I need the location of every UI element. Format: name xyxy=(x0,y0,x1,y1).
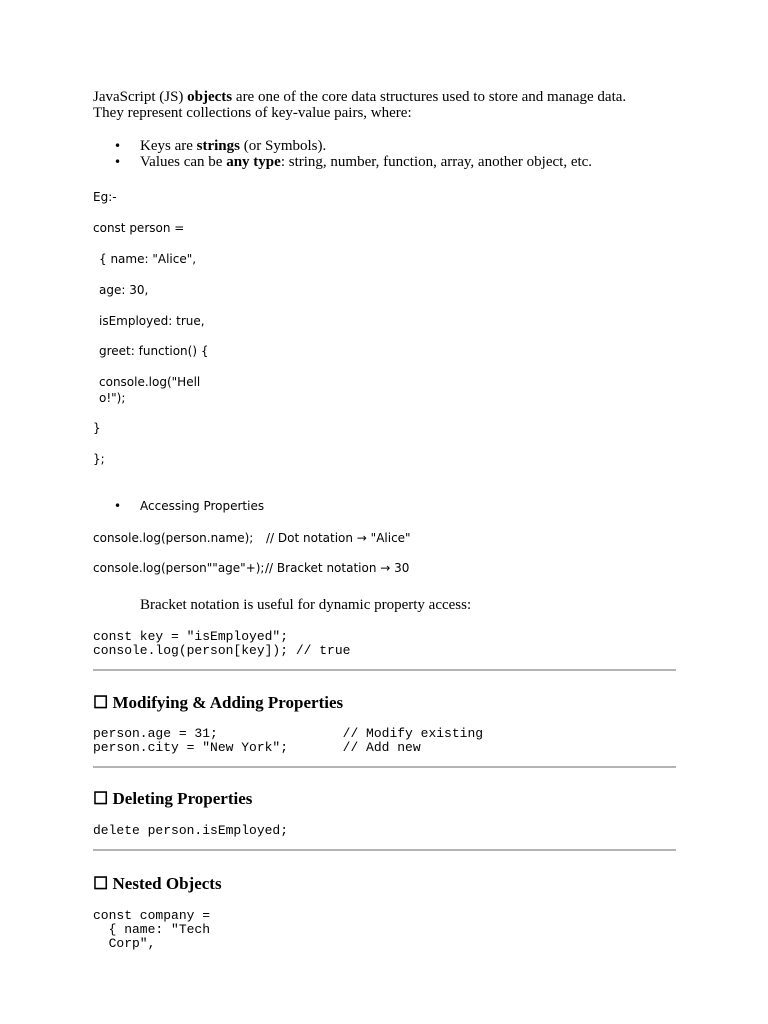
checkbox-icon: ☐ xyxy=(93,789,109,808)
section-divider xyxy=(93,669,676,671)
example-line: o!"); xyxy=(99,391,126,405)
bullet-values-bold: any type xyxy=(226,154,281,170)
bullet-keys-pre: Keys are xyxy=(140,138,197,154)
intro-text-1: JavaScript (JS) xyxy=(93,89,188,105)
key-value-bullet-list xyxy=(93,138,592,170)
checkbox-icon: ☐ xyxy=(93,693,109,712)
bullet-keys-post: (or Symbols). xyxy=(239,138,327,154)
example-line: const person = xyxy=(93,221,185,235)
example-line: isEmployed: true, xyxy=(99,314,205,328)
heading-deleting xyxy=(93,789,252,809)
intro-bold-objects: objects xyxy=(187,89,233,105)
modify-code-block: person.age = 31; // Modify existing person.city = "New York"; // Add new xyxy=(93,726,484,755)
example-line: greet: function() { xyxy=(99,344,209,358)
bracket-notation-comment: // Bracket notation → 30 xyxy=(265,561,410,575)
heading-nested-text: Nested Objects xyxy=(112,874,222,893)
bullet-keys xyxy=(93,138,592,154)
dynamic-access-code-block: const key = "isEmployed"; console.log(person[key]); // true xyxy=(93,629,351,658)
example-line: } xyxy=(93,421,101,435)
accessing-bullet-list xyxy=(93,498,264,514)
bracket-notation-note: Bracket notation is useful for dynamic property access: xyxy=(140,597,472,613)
heading-modifying-adding xyxy=(93,693,343,713)
delete-code-block: delete person.isEmployed; xyxy=(93,823,289,838)
example-line: { name: "Alice", xyxy=(99,252,197,266)
example-line: age: 30, xyxy=(99,283,149,297)
dot-notation-code: console.log(person.name); xyxy=(93,531,254,545)
bullet-values-pre: Values can be xyxy=(140,154,227,170)
nested-code-block: const company = { name: "Tech Corp", xyxy=(93,908,211,951)
heading-nested-objects xyxy=(93,874,222,894)
dot-notation-comment: // Dot notation → "Alice" xyxy=(266,531,411,545)
heading-modifying-text: Modifying & Adding Properties xyxy=(112,693,344,712)
intro-text-2: are one of the core data structures used to store and manage data. xyxy=(232,89,627,105)
section-divider xyxy=(93,766,676,768)
example-label: Eg:- xyxy=(93,190,117,204)
heading-deleting-text: Deleting Properties xyxy=(112,789,253,808)
bullet-values-post: : string, number, function, array, another object, etc. xyxy=(280,154,593,170)
bullet-values xyxy=(93,154,592,170)
example-line: }; xyxy=(93,452,105,466)
section-divider xyxy=(93,849,676,851)
checkbox-icon: ☐ xyxy=(93,874,109,893)
bullet-accessing-properties: • Accessing Properties xyxy=(93,498,264,514)
bracket-notation-code: console.log(person""age"+); xyxy=(93,561,265,575)
bullet-keys-bold: strings xyxy=(196,138,240,154)
example-line: console.log("Hell xyxy=(99,375,201,389)
intro-line-2: They represent collections of key-value pairs, where: xyxy=(93,105,412,121)
intro-paragraph xyxy=(93,89,693,121)
